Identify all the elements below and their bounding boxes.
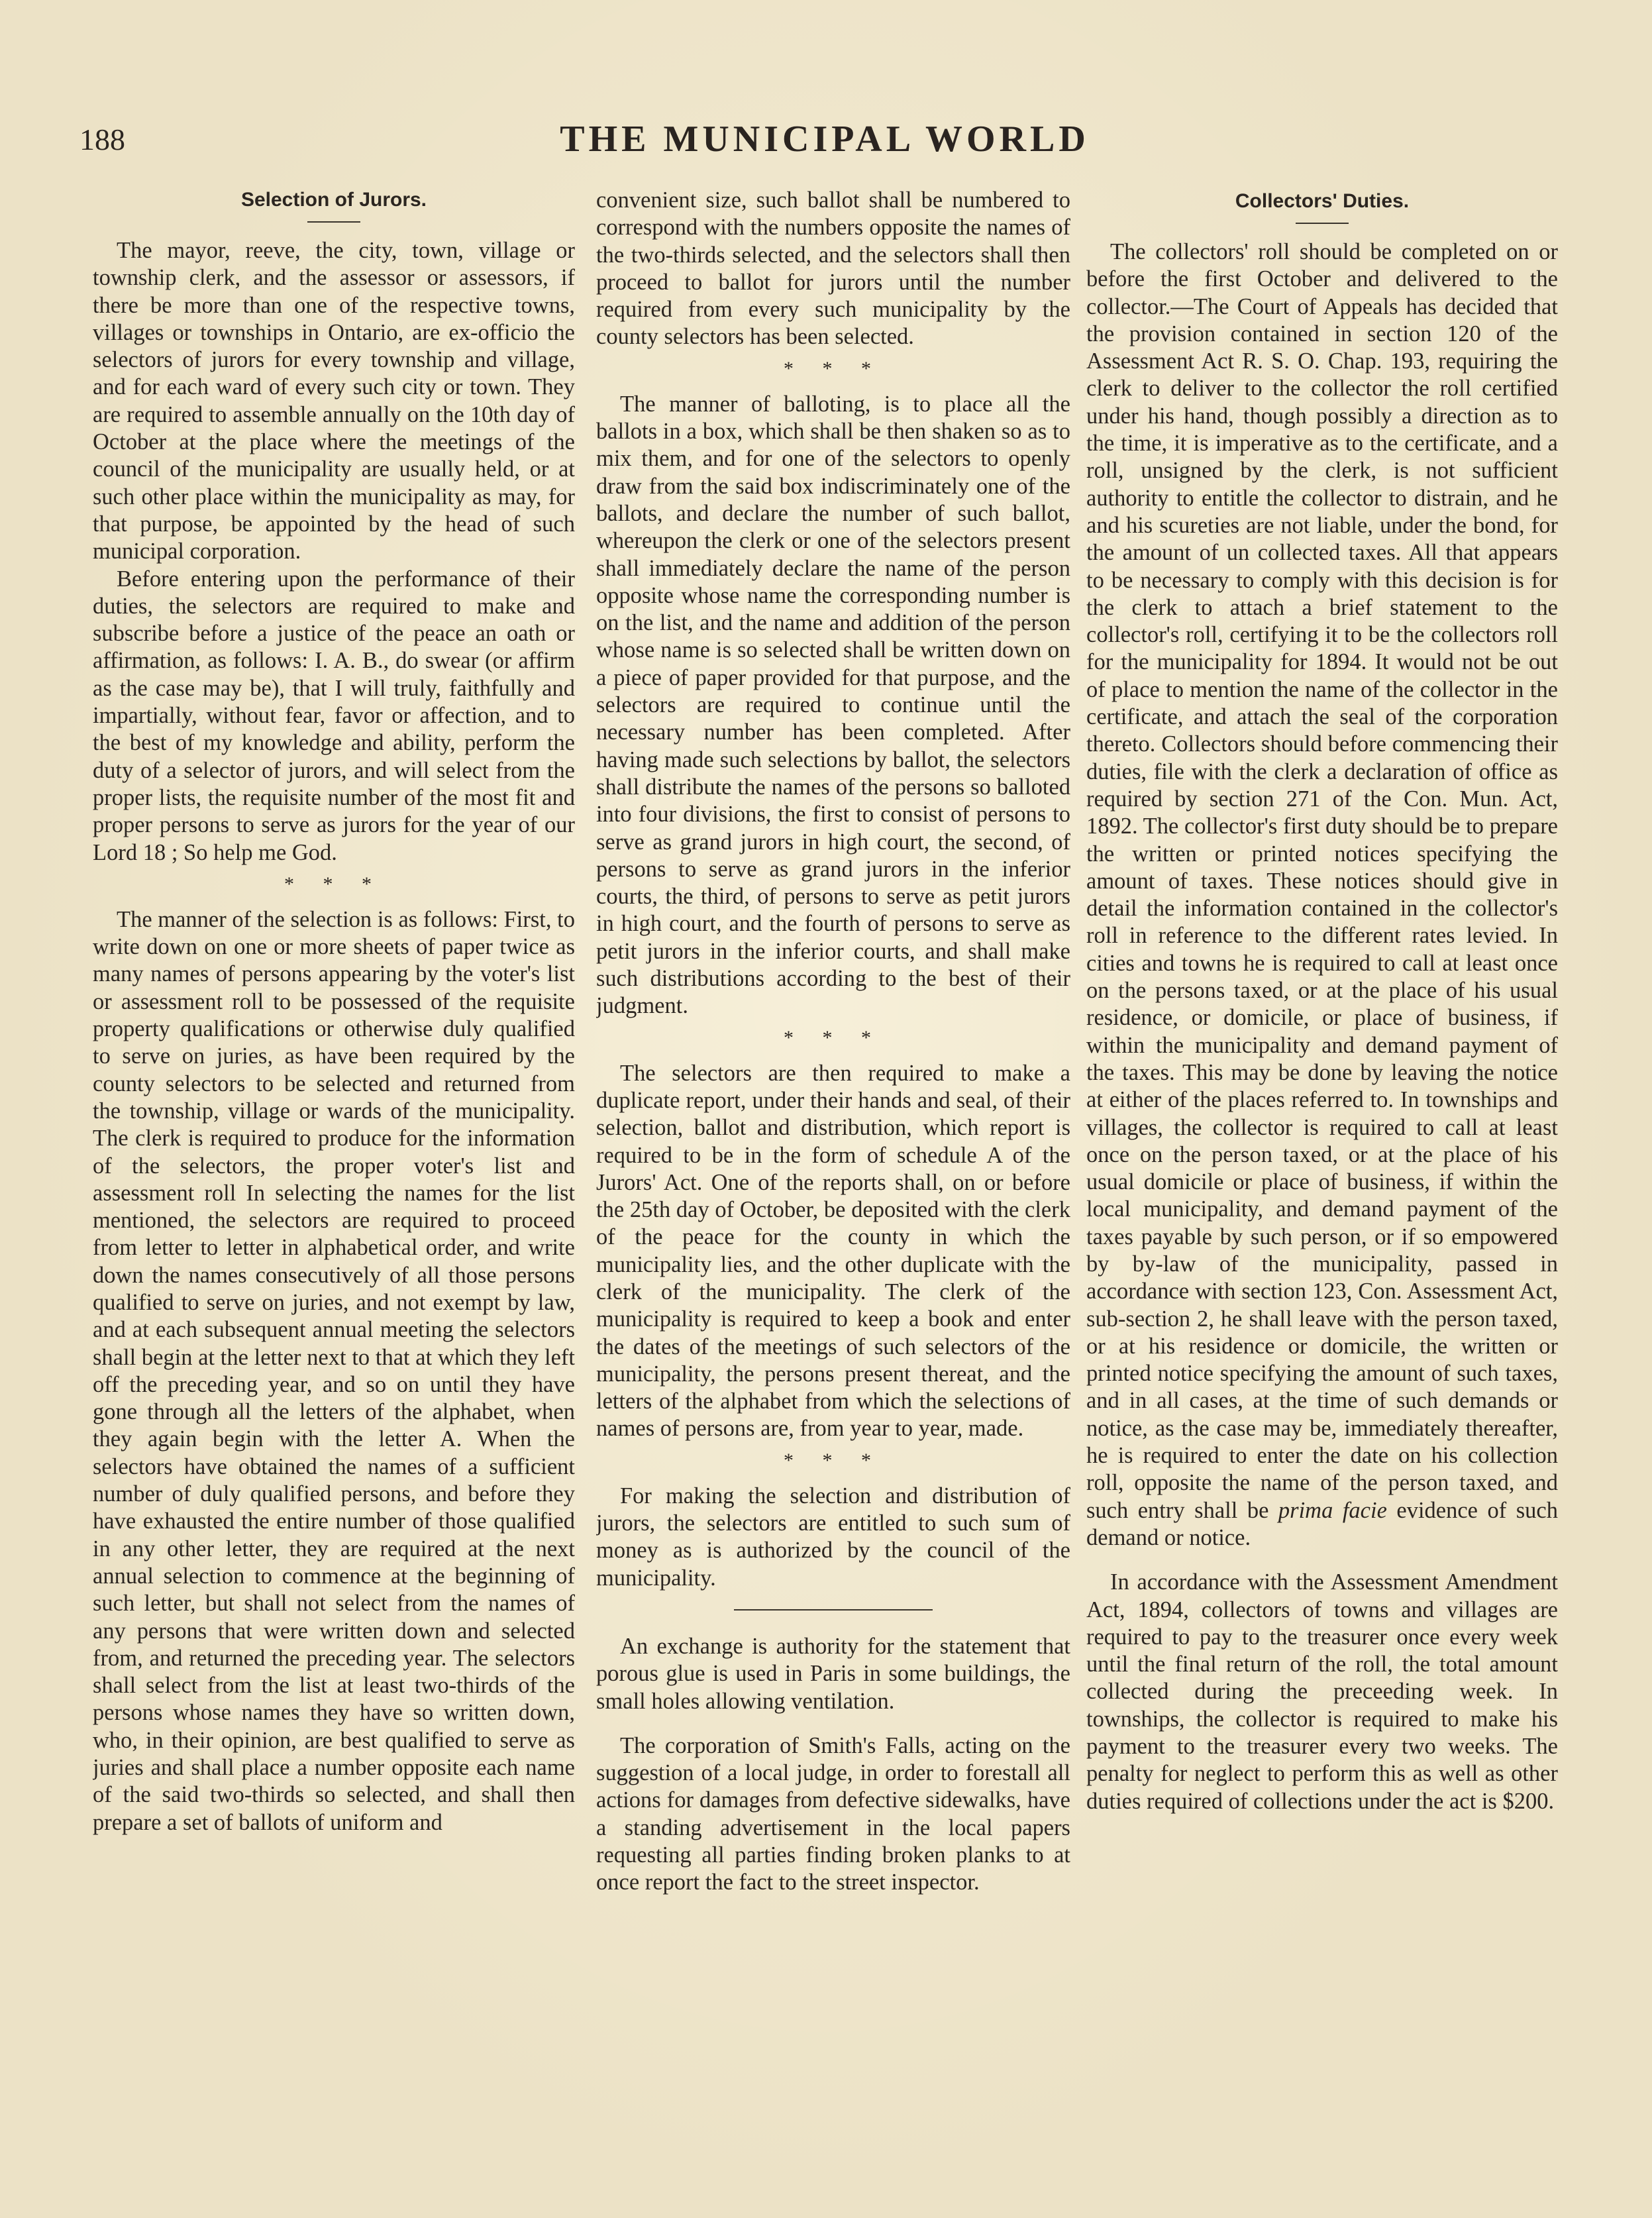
paragraph: The selectors are then required to make a duplicate report, under their hands and seal, of their selection, ballot and distribution, which report is required to be in the form of schedule A of the Jurors' Act. One of the reports shall, on or before the 25th day of October, be deposited with the clerk of the peace for the county in which the municipality lies, and the other duplicate with the clerk of the municipality. The clerk of the municipality is required to keep a book and enter the dates of the meetings of such selectors of the municipality, the persons present thereat, and the letters of the alphabet from which the selections of names of persons are, from year to year, made. [596,1060,1070,1442]
section-break-stars: * * * [784,1449,883,1471]
section-break-stars: * * * [784,1026,883,1049]
paragraph [1086,238,1558,1552]
spacer [596,1715,1070,1732]
paragraph: The corporation of Smith's Falls, acting on the suggestion of a local judge, in order to forestall all actions for damages from defective sidewalks, have a standing advertisement in the local papers requesting all parties finding broken planks to at once report the fact to the street inspector. [596,1732,1070,1895]
article-divider [734,1609,933,1611]
page-number: 188 [79,123,125,156]
heading-collectors-duties: Collectors' Duties. [1235,190,1410,212]
paragraph: Before entering upon the performance of their duties, the selectors are required to make and subscribe before a justice of the peace an oath or affirmation, as follows: I. A. B., do swear (or affirm as the case may be), that I will truly, faithfully and impartially, without fear, favor or affection, and to the best of my knowledge and ability, perform the duty of a selector of jurors, and will select from the proper lists, the requisite number of the most fit and proper persons to serve as jurors for the year of our Lord 18 ; So help me God. [93,566,575,865]
section-break-stars: * * * [284,872,384,895]
masthead-title: THE MUNICIPAL WORLD [560,119,1090,160]
column-left [93,185,575,2166]
paragraph: For making the selection and distribution of jurors, the selectors are entitled to such sum of money as is authorized by the council of the municipality. [596,1483,1070,1591]
paragraph: The manner of the selection is as follows: First, to write down on one or more sheets of paper twice as many names of persons appearing by the voter's list or assessment roll to be possessed of the requisite property qualifications or otherwise duly qualified to serve on juries, as have been required by the county selectors to be selected and returned from the township, village or wards of the municipality. The clerk is required to produce for the information of the selectors, the proper voter's list and assessment roll In selecting the names for the list mentioned, the selectors are required to proceed from letter to letter in alphabetical order, and write down the names consecutively of all those persons qualified to serve on juries, and not exempt by law, and at each subsequent annual meeting the selectors shall begin at the letter next to that at which they left off the preceding year, and so on until they have gone through all the letters of the alphabet, when they again begin with the letter A. When the selectors have obtained the names of a sufficient number of duly qualified persons, and before they have exhausted the entire number of those qualified in any other letter, they are required at the next annual selection to commence at the beginning of such letter, but shall not select from the names of any persons that were written down and selected from, and returned the preceding year. The selectors shall select from the list at least two-thirds of the persons whose names they have so written down, who, in their opinion, are best qualified to serve as juries and shall place a number opposite each name of the said two-thirds so selected, and shall then prepare a set of ballots of uniform and [93,906,575,1835]
italic-term: prima facie [1278,1497,1387,1523]
paragraph-text: evidence of such demand or notice. [1086,1497,1558,1550]
section-break-stars: * * * [784,357,883,380]
paragraph: convenient size, such ballot shall be numbered to correspond with the numbers opposite the names of the two-thirds selected, and the selectors shall then proceed to ballot for jurors until the number required from every such municipality by the county selectors has been selected. [596,187,1070,350]
heading-selection-of-jurors: Selection of Jurors. [240,189,427,211]
spacer [1086,1552,1558,1569]
paragraph: The mayor, reeve, the city, town, village or township clerk, and the assessor or assessors, if there be more than one of the respective towns, villages or townships in Ontario, are ex-officio the selectors of jurors for every township and village, and for each ward of every such city or town. They are required to assemble annually on the 10th day of October at the place where the meetings of the council of the municipality are usually held, or at such other place within the municipality as may, for that purpose, be appointed by the head of such municipal corporation. [93,238,575,564]
paragraph-text: The collectors' roll should be completed on or before the first October and delivered to the collector.—The Court of Appeals has decided that the provision contained in section 120 of the Assessment Act R. S. O. Chap. 193, requiring the clerk to deliver to the collector the roll certified under his hand, though possibly a direction as to the time, it is imperative as to the certificate, and a roll, unsigned by the clerk, is not sufficient authority to entitle the collector to distrain, and he and his scureties are not liable, under the bond, for the amount of un collected taxes. All that appears to be necessary to comply with this decision is for the clerk to attach a brief statement to the collector's roll, certifying it to be the collectors roll for the municipality for 1894. It would not be out of place to mention the name of the collector in the certificate, and attach the seal of the corporation thereto. Collectors should before commencing their duties, file with the clerk a declaration of office as required by section 271 of the Con. Mun. Act, 1892. The collector's first duty should be to prepare the written or printed notices specifying the amount of taxes. These notices should give in detail the information contained in the collector's roll in reference to the different rates levied. In cities and towns he is required to call at least once on the persons taxed, or at the place of his usual residence, or domicile, or place of business, if within the municipality and demand payment of the taxes. This may be done by leaving the notice at either of the places referred to. In townships and villages, the collector is required to call at least once on the person taxed, or at the place of his usual domicile or place of business, if within the local municipality, and demand payment of the taxes payable by such person, or if so empowered by by-law of the municipality, passed in accordance with section 123, Con. Assessment Act, sub-section 2, he shall leave with the person taxed, or at his residence or domicile, the written or printed notice specifying the amount of such taxes, and in all cases, at the time of such demands or notice, as the case may be, immediately thereafter, he is required to enter the date on his collection roll, opposite the name of the person taxed, and such entry shall be [1086,239,1558,1523]
heading-rule [307,221,360,223]
page-header [79,118,1570,164]
heading-rule [1296,223,1349,224]
paragraph: The manner of balloting, is to place all the ballots in a box, which shall be then shaken so as to mix them, and for one of the selectors to openly draw from the said box indiscriminately one of the ballots, and declare the number of such ballot, whereupon the clerk or one of the selectors present shall immediately declare the name of the person opposite whose name the corresponding number is on the list, and the name and addition of the person whose name is so selected shall be written down on a piece of paper provided for that purpose, and the selectors are required to continue until the necessary number has been completed. After having made such selections by ballot, the selectors shall distribute the names of the persons so balloted into four divisions, the first to consist of persons to serve as grand jurors in high court, the second, of persons to serve as grand jurors in the inferior courts, the third, of persons to serve as petit jurors in high court, and the fourth of persons to serve as petit jurors in the inferior courts, and shall make such distributions according to the best of their judgment. [596,391,1070,1019]
paragraph: In accordance with the Assessment Amendment Act, 1894, collectors of towns and villages are required to pay to the treasurer once every week until the final return of the roll, the total amount collected during the preceeding week. In townships, the collector is required to make his payment to the treasurer every two weeks. The penalty for neglect to perform this as well as other duties required of collections under the act is $200. [1086,1569,1558,1814]
column-right [1086,187,1558,2168]
paragraph: An exchange is authority for the statement that porous glue is used in Paris in some buildings, the small holes allowing ventilation. [596,1633,1070,1714]
column-middle [596,187,1070,2168]
